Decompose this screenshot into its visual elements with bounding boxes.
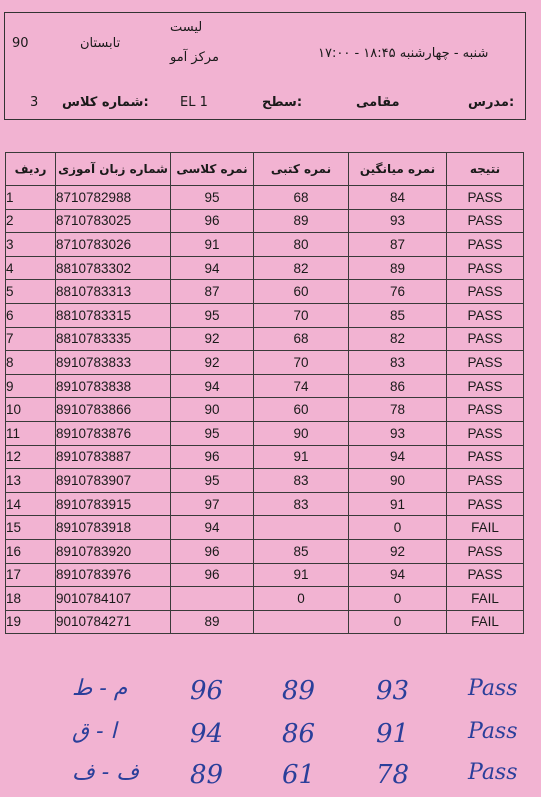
average-grade-cell: 93 <box>349 421 447 445</box>
handwritten-class-grade: 96 <box>190 676 224 706</box>
average-grade-cell: 0 <box>349 587 447 611</box>
student-id-cell: 8910783866 <box>56 398 171 422</box>
table-row <box>6 398 524 422</box>
row-number-cell: 17 <box>6 563 56 587</box>
class-grade-cell <box>171 587 254 611</box>
table-body <box>6 186 524 634</box>
row-number-cell: 9 <box>6 374 56 398</box>
table-row <box>6 421 524 445</box>
col-written-header: نمره کتبی <box>254 153 349 186</box>
handwritten-written-grade: 86 <box>282 719 316 749</box>
table-row <box>6 563 524 587</box>
student-id-cell: 8910783907 <box>56 469 171 493</box>
class-grade-cell: 92 <box>171 327 254 351</box>
title-partial: لیست <box>170 20 203 35</box>
class-grade-cell: 96 <box>171 445 254 469</box>
student-id-cell: 8810783313 <box>56 280 171 304</box>
teacher-label: مدرس: <box>468 95 515 110</box>
class-grade-cell: 91 <box>171 233 254 257</box>
table-row <box>6 516 524 540</box>
student-id-cell: 8810783302 <box>56 256 171 280</box>
row-number-cell: 7 <box>6 327 56 351</box>
student-id-cell: 8810783335 <box>56 327 171 351</box>
class-grade-cell: 90 <box>171 398 254 422</box>
result-cell: FAIL <box>447 587 524 611</box>
written-grade-cell: 80 <box>254 233 349 257</box>
student-id-cell: 8910783876 <box>56 421 171 445</box>
class-grade-cell: 96 <box>171 539 254 563</box>
student-id-cell: 9010784107 <box>56 587 171 611</box>
handwritten-class-grade: 89 <box>190 760 224 790</box>
written-grade-cell: 90 <box>254 421 349 445</box>
class-grade-cell: 95 <box>171 469 254 493</box>
col-result-header: نتیجه <box>447 153 524 186</box>
result-cell: FAIL <box>447 610 524 634</box>
handwritten-class-grade: 94 <box>190 719 224 749</box>
student-id-cell: 8710782988 <box>56 186 171 210</box>
class-grade-cell: 95 <box>171 186 254 210</box>
row-number-cell: 8 <box>6 351 56 375</box>
row-number-cell: 12 <box>6 445 56 469</box>
row-number-cell: 5 <box>6 280 56 304</box>
handwritten-written-grade: 89 <box>282 676 316 706</box>
written-grade-cell <box>254 516 349 540</box>
result-cell: PASS <box>447 233 524 257</box>
result-cell: PASS <box>447 421 524 445</box>
average-grade-cell: 85 <box>349 303 447 327</box>
written-grade-cell: 82 <box>254 256 349 280</box>
teacher-value: مقامی <box>356 95 400 110</box>
student-id-cell: 8910783838 <box>56 374 171 398</box>
table-header-row <box>6 153 524 186</box>
average-grade-cell: 82 <box>349 327 447 351</box>
row-number-cell: 19 <box>6 610 56 634</box>
written-grade-cell <box>254 610 349 634</box>
row-number-cell: 14 <box>6 492 56 516</box>
row-number-cell: 2 <box>6 209 56 233</box>
written-grade-cell: 89 <box>254 209 349 233</box>
average-grade-cell: 86 <box>349 374 447 398</box>
written-grade-cell: 83 <box>254 469 349 493</box>
student-id-cell: 8710783026 <box>56 233 171 257</box>
average-grade-cell: 0 <box>349 516 447 540</box>
written-grade-cell: 0 <box>254 587 349 611</box>
col-class-header: نمره کلاسی <box>171 153 254 186</box>
average-grade-cell: 84 <box>349 186 447 210</box>
class-grade-cell: 97 <box>171 492 254 516</box>
class-number-value: 3 <box>30 95 39 110</box>
level-value: EL 1 <box>180 95 208 110</box>
written-grade-cell: 91 <box>254 563 349 587</box>
handwritten-result: Pass <box>468 760 518 785</box>
student-id-cell: 8910783915 <box>56 492 171 516</box>
row-number-cell: 16 <box>6 539 56 563</box>
average-grade-cell: 94 <box>349 445 447 469</box>
average-grade-cell: 87 <box>349 233 447 257</box>
row-number-cell: 15 <box>6 516 56 540</box>
result-cell: PASS <box>447 492 524 516</box>
student-id-cell: 8810783315 <box>56 303 171 327</box>
result-cell: PASS <box>447 303 524 327</box>
row-number-cell: 3 <box>6 233 56 257</box>
result-cell: FAIL <box>447 516 524 540</box>
average-grade-cell: 76 <box>349 280 447 304</box>
written-grade-cell: 83 <box>254 492 349 516</box>
class-grade-cell: 92 <box>171 351 254 375</box>
class-number-label: شماره کلاس: <box>62 95 149 110</box>
written-grade-cell: 68 <box>254 186 349 210</box>
student-id-cell: 8910783976 <box>56 563 171 587</box>
class-grade-cell: 95 <box>171 303 254 327</box>
handwritten-code: ف - ف <box>72 760 140 785</box>
row-number-cell: 6 <box>6 303 56 327</box>
class-grade-cell: 94 <box>171 516 254 540</box>
student-id-cell: 9010784271 <box>56 610 171 634</box>
student-id-cell: 8910783833 <box>56 351 171 375</box>
average-grade-cell: 94 <box>349 563 447 587</box>
student-id-cell: 8710783025 <box>56 209 171 233</box>
result-cell: PASS <box>447 256 524 280</box>
handwritten-average-grade: 78 <box>376 760 410 790</box>
result-cell: PASS <box>447 209 524 233</box>
class-grade-cell: 89 <box>171 610 254 634</box>
handwritten-average-grade: 91 <box>376 719 410 749</box>
center-partial: مرکز آمو <box>170 50 219 65</box>
average-grade-cell: 91 <box>349 492 447 516</box>
student-id-cell: 8910783918 <box>56 516 171 540</box>
table-row <box>6 587 524 611</box>
written-grade-cell: 70 <box>254 351 349 375</box>
table-row <box>6 351 524 375</box>
written-grade-cell: 68 <box>254 327 349 351</box>
col-average-header: نمره میانگین <box>349 153 447 186</box>
class-grade-cell: 95 <box>171 421 254 445</box>
handwritten-code: م - ط <box>72 676 128 701</box>
table-row <box>6 280 524 304</box>
table-row <box>6 209 524 233</box>
handwritten-average-grade: 93 <box>376 676 410 706</box>
row-number-cell: 10 <box>6 398 56 422</box>
table-row <box>6 469 524 493</box>
table-row <box>6 256 524 280</box>
result-cell: PASS <box>447 327 524 351</box>
handwritten-result: Pass <box>468 719 518 744</box>
row-number-cell: 4 <box>6 256 56 280</box>
class-grade-cell: 94 <box>171 374 254 398</box>
table-row <box>6 539 524 563</box>
average-grade-cell: 93 <box>349 209 447 233</box>
average-grade-cell: 78 <box>349 398 447 422</box>
written-grade-cell: 60 <box>254 280 349 304</box>
result-cell: PASS <box>447 398 524 422</box>
level-label: سطح: <box>262 95 303 110</box>
table-row <box>6 610 524 634</box>
written-grade-cell: 60 <box>254 398 349 422</box>
handwritten-written-grade: 61 <box>282 760 316 790</box>
table-row <box>6 445 524 469</box>
class-grade-cell: 96 <box>171 209 254 233</box>
average-grade-cell: 90 <box>349 469 447 493</box>
written-grade-cell: 70 <box>254 303 349 327</box>
written-grade-cell: 85 <box>254 539 349 563</box>
table-row <box>6 492 524 516</box>
table-row <box>6 374 524 398</box>
student-id-cell: 8910783920 <box>56 539 171 563</box>
average-grade-cell: 83 <box>349 351 447 375</box>
result-cell: PASS <box>447 445 524 469</box>
result-cell: PASS <box>447 563 524 587</box>
average-grade-cell: 0 <box>349 610 447 634</box>
table-row <box>6 233 524 257</box>
row-number-cell: 13 <box>6 469 56 493</box>
term-label: تابستان <box>80 36 121 51</box>
col-id-header: شماره زبان آموزی <box>56 153 171 186</box>
result-cell: PASS <box>447 280 524 304</box>
grades-table <box>5 152 524 634</box>
result-cell: PASS <box>447 351 524 375</box>
result-cell: PASS <box>447 539 524 563</box>
average-grade-cell: 89 <box>349 256 447 280</box>
handwritten-code: ا - ق <box>72 719 117 744</box>
table-row <box>6 303 524 327</box>
row-number-cell: 11 <box>6 421 56 445</box>
term-value: 90 <box>12 36 29 51</box>
row-number-cell: 18 <box>6 587 56 611</box>
written-grade-cell: 74 <box>254 374 349 398</box>
class-grade-cell: 94 <box>171 256 254 280</box>
col-row-header: ردیف <box>6 153 56 186</box>
handwritten-result: Pass <box>468 676 518 701</box>
table-row <box>6 186 524 210</box>
class-grade-cell: 96 <box>171 563 254 587</box>
result-cell: PASS <box>447 469 524 493</box>
row-number-cell: 1 <box>6 186 56 210</box>
written-grade-cell: 91 <box>254 445 349 469</box>
class-grade-cell: 87 <box>171 280 254 304</box>
student-id-cell: 8910783887 <box>56 445 171 469</box>
average-grade-cell: 92 <box>349 539 447 563</box>
schedule-text: شنبه - چهارشنبه ۱۸:۴۵ - ۱۷:۰۰ <box>318 46 489 61</box>
result-cell: PASS <box>447 374 524 398</box>
table-row <box>6 327 524 351</box>
result-cell: PASS <box>447 186 524 210</box>
